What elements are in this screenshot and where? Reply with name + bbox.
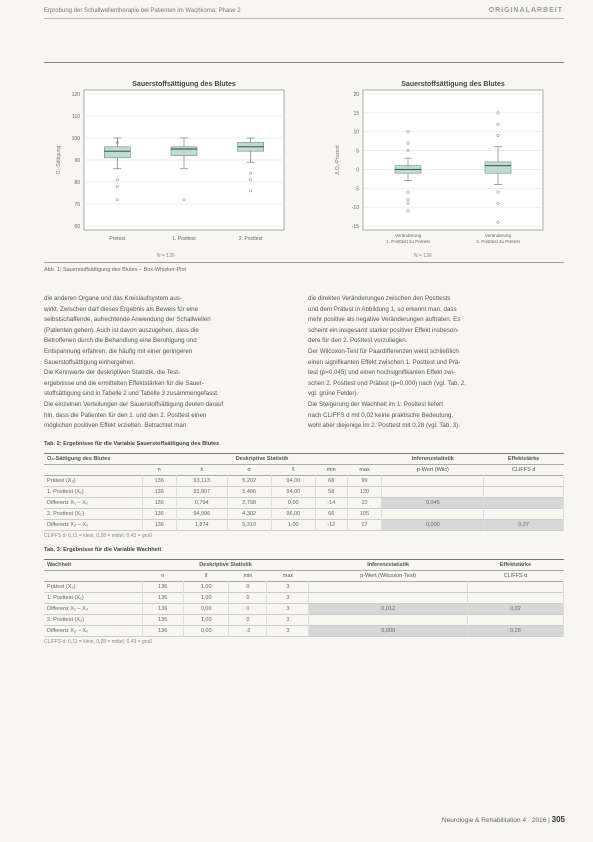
y-tick-label: 110 bbox=[72, 114, 80, 120]
running-title: Erprobung der Schallwellentherapie bei Patienten im Wachkoma: Phase 2 bbox=[44, 8, 241, 14]
text-line: die anderen Organe und das Kreislaufsystem aus- bbox=[44, 295, 182, 302]
y-tick-label: 70 bbox=[74, 202, 80, 208]
subheader-cell: x̃ bbox=[204, 573, 208, 579]
t3-h3: Effektstärke bbox=[499, 562, 532, 568]
text-line: Die Kennwerte der deskriptiven Statistik, die Test- bbox=[44, 369, 181, 377]
table-cell: 0,012 bbox=[309, 604, 467, 615]
y-axis-label: Δ O₂-Prozent bbox=[335, 145, 341, 175]
subheader-cell: max bbox=[282, 573, 294, 579]
table-cell: Differenz X₁ – X₀ bbox=[44, 498, 142, 509]
table-cell: 1,00 bbox=[183, 615, 228, 626]
x-tick-label: 1. Posttest zu Pretest bbox=[386, 239, 430, 244]
table2-caption bbox=[44, 441, 219, 447]
box bbox=[171, 147, 197, 156]
table-cell bbox=[484, 498, 564, 509]
table-cell: 3 bbox=[267, 615, 309, 626]
right-n-label: N = 136 bbox=[414, 253, 432, 259]
table-cell: 4,302 bbox=[227, 509, 271, 520]
y-tick-label: -15 bbox=[351, 224, 359, 230]
table-cell bbox=[309, 615, 467, 626]
text-line: hin, dass die Patienten für den 1. und den 2. Posttest einen bbox=[44, 411, 207, 419]
y-tick-label: 15 bbox=[353, 110, 359, 117]
left-n-label: N = 136 bbox=[157, 253, 175, 259]
figure-1 bbox=[44, 66, 564, 266]
table-cell: 0 bbox=[229, 582, 267, 593]
table-cell: 2. Posttest (X₂) bbox=[44, 509, 142, 520]
table-cell: 105 bbox=[347, 509, 382, 520]
y-tick-label: 80 bbox=[74, 180, 80, 186]
t3-h0: Wachheit bbox=[47, 562, 72, 568]
table-cell: 136 bbox=[142, 593, 183, 604]
section-label: ORIGINALARBEIT bbox=[488, 7, 563, 14]
text-line: möglichen positiven Effekt erzielten. Betrachtet man bbox=[44, 422, 187, 430]
table-row bbox=[44, 498, 564, 509]
text-line: Die einzelnen Verteilungen der Sauerstoffsättigung deuten darauf bbox=[44, 400, 224, 408]
table-cell bbox=[382, 487, 484, 498]
table-cell: Differenz X₁ – X₀ bbox=[44, 604, 142, 615]
table-cell: 93,907 bbox=[176, 487, 227, 498]
table-cell: 68 bbox=[315, 476, 347, 487]
table-cell: 99 bbox=[347, 476, 382, 487]
subheader-cell bbox=[44, 571, 142, 582]
table-cell: 136 bbox=[142, 487, 176, 498]
text-line: scheint ein insgesamt starker positiver Effekt insbeson- bbox=[308, 326, 459, 334]
table-cell: 3 bbox=[267, 626, 309, 637]
table-cell: 96,00 bbox=[271, 509, 315, 520]
text-line: Sauerstoffsättigung einhergehen. bbox=[44, 358, 136, 366]
table-cell: 3 bbox=[267, 593, 309, 604]
table-cell bbox=[467, 582, 563, 593]
table-cell: 0,000 bbox=[382, 520, 484, 531]
table-cell: 2. Posttest (X₂) bbox=[44, 615, 142, 626]
table-cell: 3 bbox=[267, 582, 309, 593]
table-row bbox=[44, 520, 564, 531]
table-cell: 136 bbox=[142, 520, 176, 531]
page-number: 305 bbox=[551, 815, 565, 824]
table-cell bbox=[484, 487, 564, 498]
table-row bbox=[44, 604, 564, 615]
y-tick-label: -5 bbox=[354, 186, 359, 193]
table-cell: -12 bbox=[315, 520, 347, 531]
table-cell: Prätest (X₀) bbox=[44, 476, 142, 487]
table-cell: 27 bbox=[347, 520, 382, 531]
table-row bbox=[44, 509, 564, 520]
box bbox=[104, 147, 130, 158]
table-cell: 0 bbox=[229, 615, 267, 626]
table-cell: 2,798 bbox=[227, 498, 271, 509]
table-cell: 0,00 bbox=[183, 626, 228, 637]
table3-note: CLIFFS d: 0,11 = klein, 0,28 = mittel, 0,43 = groß bbox=[44, 639, 153, 645]
text-line: wirkt. Zwischen darf dieses Ergebnis als Beweis für eine bbox=[44, 305, 199, 313]
subheader-cell: n bbox=[161, 573, 165, 579]
text-line: Entspannung erfahren, die häufig mit einer geringeren bbox=[44, 347, 193, 355]
table-cell: 0,02 bbox=[467, 604, 563, 615]
table-cell: Differenz X₂ – X₀ bbox=[44, 520, 142, 531]
x-tick-label: 2. Posttest zu Pretest bbox=[476, 239, 520, 244]
text-line: und dem Prätest in Abbildung 1, so erkennt man, dass bbox=[308, 305, 457, 313]
table-cell: 136 bbox=[142, 615, 183, 626]
text-line: vgl. grüne Felder). bbox=[308, 390, 359, 398]
table-cell: 1. Posttest (X₁) bbox=[44, 487, 142, 498]
x-tick-label: Veränderung bbox=[484, 233, 512, 238]
table3-caption-text: Tab. 3: Ergebnisse für die Variable Wachheit bbox=[44, 547, 162, 553]
text-line: dere für den 2. Posttest vorzuliegen. bbox=[308, 337, 408, 345]
table-cell bbox=[484, 509, 564, 520]
table-cell bbox=[309, 582, 467, 593]
t3-h1: Deskriptive Statistik bbox=[199, 562, 252, 568]
body-right-column bbox=[308, 294, 564, 432]
y-tick-label: 100 bbox=[71, 136, 80, 142]
table-cell: Prätest (X₀) bbox=[44, 582, 142, 593]
table-cell: 136 bbox=[142, 498, 176, 509]
subheader-cell: n bbox=[157, 467, 161, 473]
header-rule bbox=[44, 18, 564, 19]
table-cell bbox=[309, 593, 467, 604]
subheader-cell: CLIFFS d bbox=[503, 573, 528, 579]
table-cell: -14 bbox=[315, 498, 347, 509]
table-cell: 22 bbox=[347, 498, 382, 509]
table-cell: 1,874 bbox=[176, 520, 227, 531]
y-tick-label: 10 bbox=[353, 129, 359, 136]
text-line: schen 2. Posttest und Prätest (p=0,000) nach (vgl. Tab. 2, bbox=[308, 379, 466, 387]
subheader-cell: p-Wert (Wilcoxon-Test) bbox=[360, 573, 417, 579]
table-cell: 5,310 bbox=[227, 520, 271, 531]
table-cell: 0 bbox=[229, 604, 267, 615]
table-cell: 0,000 bbox=[309, 626, 467, 637]
table-cell: 136 bbox=[142, 582, 183, 593]
table-cell: 0,27 bbox=[484, 520, 564, 531]
text-line: test (p=0,045) und einen hochsignifikanten Effekt zwi- bbox=[308, 369, 455, 377]
table-row bbox=[44, 476, 564, 487]
text-line: Betroffenen durch die Behandlung eine Beruhigung und bbox=[44, 337, 197, 345]
text-line: selbstschaffende, aufrechtende Anwendung der Schallwellen bbox=[44, 316, 211, 324]
table-cell: 1. Posttest (X₁) bbox=[44, 593, 142, 604]
text-line: die direkten Veränderungen zwischen den Posttests bbox=[308, 295, 451, 302]
text-line: Die Steigerung der Wachheit im 1. Posttest liefert bbox=[308, 400, 443, 408]
subheader-cell: min bbox=[326, 467, 336, 473]
subheader-cell: x̄ bbox=[200, 467, 204, 473]
chart-right bbox=[335, 81, 543, 244]
table-row bbox=[44, 487, 564, 498]
chart-left bbox=[56, 81, 284, 242]
text-line: ergebnisse und die ermittelten Effektstärken für die Sauer- bbox=[44, 379, 204, 387]
table-cell: -2 bbox=[229, 626, 267, 637]
table-row bbox=[44, 582, 564, 593]
table-cell: 0,045 bbox=[382, 498, 484, 509]
table-cell bbox=[484, 476, 564, 487]
y-tick-label: 0 bbox=[356, 167, 359, 174]
text-line: stoffsättigung sind in Tabelle 2 und Tabelle 3 zusammengefasst. bbox=[44, 390, 219, 398]
table-cell bbox=[467, 615, 563, 626]
table-cell: 58 bbox=[315, 487, 347, 498]
text-line: einen signifikanten Effekt zwischen 1. Posttest und Prä- bbox=[308, 358, 461, 366]
y-tick-label: 120 bbox=[71, 92, 80, 98]
table-cell: 93,113 bbox=[176, 476, 227, 487]
table-cell bbox=[467, 593, 563, 604]
x-tick-label: 2. Posttest bbox=[238, 236, 263, 242]
t3-subheader-row bbox=[44, 571, 564, 582]
y-tick-label: 90 bbox=[74, 158, 80, 164]
page-footer bbox=[442, 815, 565, 824]
table-cell: 136 bbox=[142, 604, 183, 615]
subheader-cell: σ bbox=[247, 467, 251, 473]
y-axis-label: O₂-Sättigung bbox=[56, 145, 62, 175]
chart-title: Sauerstoffsättigung des Blutes bbox=[132, 81, 236, 88]
figure-bottom-rule bbox=[44, 262, 564, 263]
table-row bbox=[44, 593, 564, 604]
t2-subheader-row bbox=[44, 465, 564, 476]
table-cell: 66 bbox=[315, 509, 347, 520]
table-cell bbox=[382, 509, 484, 520]
table-cell: Differenz X₂ – X₀ bbox=[44, 626, 142, 637]
table-cell: 136 bbox=[142, 509, 176, 520]
text-line: (Patienten gehen). Auch ist davon auszugehen, dass die bbox=[44, 326, 199, 334]
text-line: Der Wilcoxon-Test für Paardifferenzen weist schließlich bbox=[308, 347, 459, 355]
subheader-cell: x̃ bbox=[291, 467, 295, 473]
table-cell: 5,202 bbox=[227, 476, 271, 487]
figure-caption: Abb. 1: Sauerstoffsättigung des Blutes – Box-Whisker-Plot bbox=[44, 267, 187, 273]
table-cell: 3 bbox=[267, 604, 309, 615]
table-cell: 0,794 bbox=[176, 498, 227, 509]
t2-h1: Deskriptive Statistik bbox=[235, 456, 289, 462]
t2-h0: O₂-Sättigung des Blutes bbox=[47, 456, 111, 462]
table2-caption-text: Tab. 2: Ergebnisse für die Variable Sauerstoffsättigung des Blutes bbox=[44, 441, 220, 447]
table-cell: 94,996 bbox=[176, 509, 227, 520]
chart-title: Sauerstoffsättigung des Blutes bbox=[401, 81, 505, 88]
t3-h2: Inferenzstatistik bbox=[367, 562, 410, 568]
table-cell bbox=[382, 476, 484, 487]
journal-name: Neurologie & Rehabilitation 4 · 2016 | bbox=[441, 817, 550, 824]
plot-frame bbox=[363, 90, 543, 230]
subheader-cell: p-Wert (Wilc) bbox=[416, 467, 449, 473]
body-left-column bbox=[44, 294, 294, 432]
y-tick-label: 60 bbox=[74, 224, 80, 230]
subheader-cell: max bbox=[359, 467, 370, 473]
table3 bbox=[44, 559, 564, 637]
table-cell: 1,00 bbox=[183, 582, 228, 593]
x-tick-label: Pretest bbox=[109, 236, 126, 242]
subheader-cell bbox=[44, 465, 142, 476]
x-tick-label: Veränderung bbox=[394, 233, 422, 238]
table-cell: 1,00 bbox=[271, 520, 315, 531]
subheader-cell: min bbox=[243, 573, 253, 579]
table-cell: 0,00 bbox=[183, 604, 228, 615]
table-cell: 94,00 bbox=[271, 476, 315, 487]
table-cell: 0 bbox=[229, 593, 267, 604]
box bbox=[485, 162, 511, 173]
text-line: nach CLIFFS d mit 0,02 keine praktische Bedeutung, bbox=[308, 411, 454, 419]
t2-h2: Inferenzstatistik bbox=[411, 456, 454, 462]
table-cell: 120 bbox=[347, 487, 382, 498]
table-cell: 94,00 bbox=[271, 487, 315, 498]
table-cell: 136 bbox=[142, 476, 176, 487]
table-cell: 0,00 bbox=[271, 498, 315, 509]
table-cell: 136 bbox=[142, 626, 183, 637]
table2-note: CLIFFS d: 0,11 = klein, 0,28 = mittel, 0,43 = groß bbox=[44, 533, 153, 539]
text-line: wohl aber diejenige im 2. Posttest mit 0,28 (vgl. Tab. 3). bbox=[308, 422, 460, 430]
y-tick-label: 5 bbox=[356, 148, 359, 155]
table3-caption bbox=[44, 547, 161, 553]
table-row bbox=[44, 615, 564, 626]
t2-h3: Effektstärke bbox=[507, 456, 540, 462]
y-tick-label: -10 bbox=[351, 205, 359, 212]
subheader-cell: CLIFFS d bbox=[511, 467, 536, 473]
y-tick-label: 20 bbox=[353, 92, 359, 98]
table-cell: 1,00 bbox=[183, 593, 228, 604]
text-line: mehr positive als negative Veränderungen auftraten. Es bbox=[308, 316, 461, 324]
figure-top-rule bbox=[44, 62, 564, 63]
table2 bbox=[44, 453, 564, 531]
table-cell: 0,28 bbox=[467, 626, 563, 637]
table-row bbox=[44, 626, 564, 637]
table-cell: 5,406 bbox=[227, 487, 271, 498]
x-tick-label: 1. Posttest bbox=[172, 236, 196, 242]
